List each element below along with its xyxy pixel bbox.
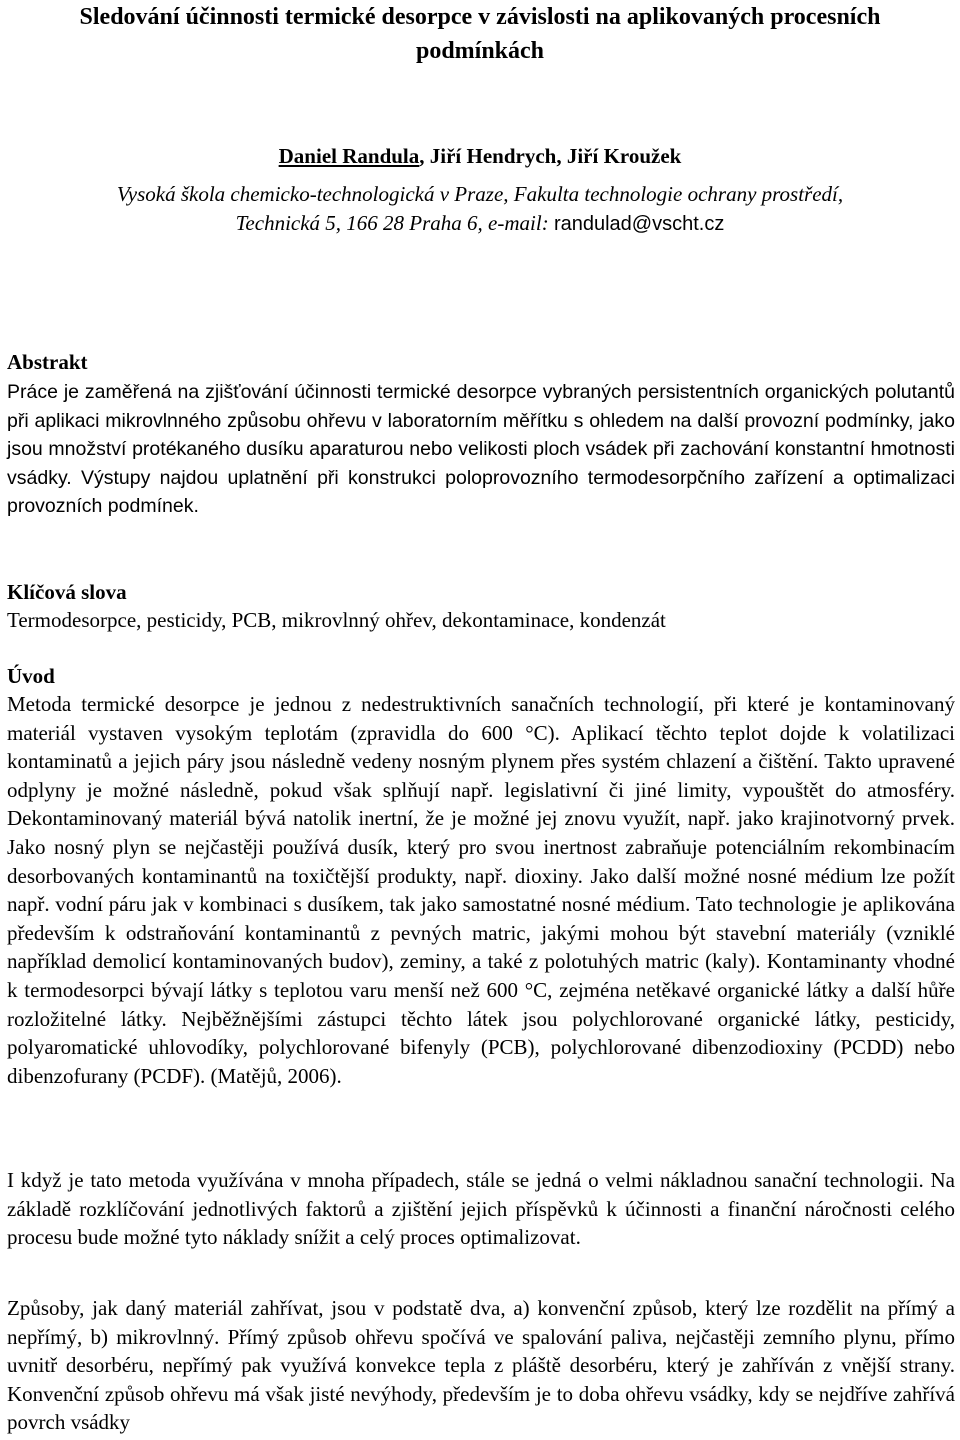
- affiliation-line-2: [0, 209, 960, 239]
- affiliation: [0, 180, 960, 239]
- first-author: Daniel Randula: [278, 144, 420, 168]
- intro-paragraph-2: I když je tato metoda využívána v mnoha případech, stále se jedná o velmi nákladnou sanační technologii. Na základě rozklíčování jednotlivých faktorů a zjištění jejich příspěvků k účinnosti a finanční náročnosti celého procesu bude možné tyto náklady snížit a celý proces optimalizovat.: [7, 1168, 955, 1250]
- intro-paragraph-3: Způsoby, jak daný materiál zahřívat, jsou v podstatě dva, a) konvenční způsob, který lze rozdělit na přímý a nepřímý, b) mikrovlnný. Přímý způsob ohřevu spočívá ve spalování paliva, nejčastěji zemního plynu, přímo uvnitř desorbéru, nepřímý pak využívá konvekce tepla z pláště desorbéru, který je zahříván z vnější strany. Konvenční způsob ohřevu má však jisté nevýhody, především je to doba ohřevu vsádky, kdy se nejdříve zahřívá povrch vsádky: [7, 1296, 955, 1435]
- paper-title: Sledování účinnosti termické desorpce v závislosti na aplikovaných procesních podmínkách: [79, 4, 881, 64]
- affiliation-address: Technická 5, 166 28 Praha 6, e-mail:: [235, 211, 554, 235]
- abstract-text: Práce je zaměřená na zjišťování účinnosti termické desorpce vybraných persistentních organických polutantů při aplikaci mikrovlnného způsobu ohřevu v laboratorním měřítku s ohledem na další provozní podmínky, jako jsou množství protékaného dusíku aparaturou nebo velikosti ploch vsádek při zachování konstantní hmotnosti vsádky. Výstupy najdou uplatnění při konstrukci poloprovozního termodesorpčního zařízení a optimalizaci provozních podmínek.: [7, 381, 955, 518]
- author-separator: ,: [419, 144, 430, 168]
- abstract-heading: Abstrakt: [7, 350, 88, 374]
- author-email: randulad@vscht.cz: [553, 213, 725, 235]
- co-authors: Jiří Hendrych, Jiří Kroužek: [429, 144, 682, 168]
- keywords-text: Termodesorpce, pesticidy, PCB, mikrovlnný ohřev, dekontaminace, kondenzát: [7, 608, 666, 632]
- intro-paragraph-1: Metoda termické desorpce je jednou z nedestruktivních sanačních technologií, při které je kontaminovaný materiál vystaven vysokým teplotám (zpravidla do 600 °C). Aplikací těchto teplot dojde k volatilizaci kontaminatů a jejich páry jsou následně vedeny nosným plynem přes systém chlazení a čištění. Takto upravené odplyny je možné následně, pokud však splňují např. legislativní či jiné limity, vypouštět do atmosféry. Dekontaminovaný materiál bývá natolik inertní, že je možné jej znovu využít, např. jako krajinotvorný prvek. Jako nosný plyn se nejčastěji používá dusík, který pro svou inertnost zabraňuje potenciálním rekombinacím desorbovaných kontaminantů na toxičtější produkty, např. dioxiny. Jako další možné nosné médium lze požít např. vodní páru jak v kombinaci s dusíkem, tak jako samostatné nosné médium. Tato technologie je aplikována především k odstraňování kontaminantů z pevných matric, jakými mohou být stavební materiály (vzniklé například demolicí kontaminovaných budov), zeminy, a také z polotuhých matric (kaly). Kontaminanty vhodné k termodesorpci bývají látky s teplotou varu menší než 600 °C, zejména netěkavé organické látky a další hůře rozložitelné látky. Nejběžnějšími zástupci těchto látek jsou polychlorované organické látky, pesticidy, polyaromatické uhlovodíky, polychlorované bifenyly (PCB), polychlorované dibenzodioxiny (PCDD) nebo dibenzofurany (PCDF). (Matějů, 2006).: [7, 692, 955, 1088]
- author-line: [0, 142, 960, 170]
- affiliation-line-1: Vysoká škola chemicko-technologická v Praze, Fakulta technologie ochrany prostředí,: [116, 182, 844, 206]
- intro-heading: Úvod: [7, 664, 55, 688]
- keywords-heading: Klíčová slova: [7, 580, 127, 604]
